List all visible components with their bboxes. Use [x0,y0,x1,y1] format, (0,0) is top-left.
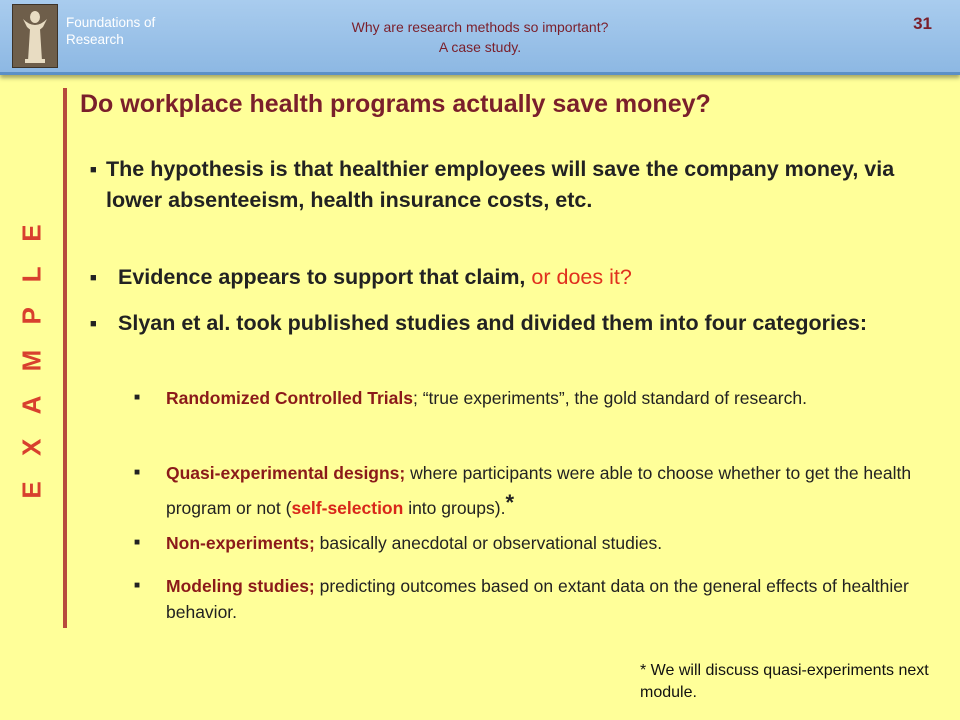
figurine-logo [12,4,58,68]
square-bullet-icon: ■ [134,467,141,478]
bullet-slyan-text: Slyan et al. took published studies and divided them into four categories: [118,311,868,335]
bullet-evidence [90,262,940,294]
vertical-divider [63,88,67,628]
topic-line-2: A case study. [438,39,522,55]
self-selection-term: self-selection [291,498,404,518]
category-rct-desc: ; “true experiments”, the gold standard of research. [412,388,807,408]
category-quasi-desc-a: where participants were able to choose whether to get the health program or not ( [166,463,912,518]
square-bullet-icon: ■ [134,580,141,591]
bullet-slyan [90,308,930,340]
category-rct [134,385,924,411]
header-bar [0,0,960,75]
topic-line-1: Why are research methods so important? [351,19,609,35]
bullet-evidence-text: Evidence appears to support that claim, [118,265,526,289]
category-nonexp-name: Non-experiments; [166,533,315,553]
category-modeling [134,573,924,625]
square-bullet-icon: ■ [90,318,97,330]
square-bullet-icon: ■ [134,537,141,548]
example-side-label: E X A M P L E [16,215,47,499]
course-title: Foundations of Research [66,15,156,47]
category-nonexp [134,530,924,556]
evidence-question: or does it? [531,265,632,289]
square-bullet-icon: ■ [134,392,141,403]
footnote-asterisk: * [505,490,515,515]
bullet-hypothesis-text: The hypothesis is that healthier employees will save the company money, via lower absenteeism, health insurance costs, etc. [106,157,895,212]
footnote: * We will discuss quasi-experiments next module. [640,662,929,701]
slide-title: Do workplace health programs actually save money? [80,90,711,118]
category-quasi-desc-b: into groups). [403,498,506,518]
category-quasi [134,458,924,523]
square-bullet-icon: ■ [90,272,97,284]
square-bullet-icon: ■ [90,164,97,176]
category-quasi-name: Quasi-experimental designs; [166,463,406,483]
category-nonexp-desc: basically anecdotal or observational studies. [314,533,663,553]
category-modeling-name: Modeling studies; [166,576,315,596]
slide-topic [250,17,710,57]
category-modeling-desc: predicting outcomes based on extant data on the general effects of healthier behavior. [166,576,909,622]
bullet-hypothesis [90,154,940,216]
category-rct-name: Randomized Controlled Trials [166,388,413,408]
page-number: 31 [913,14,932,33]
